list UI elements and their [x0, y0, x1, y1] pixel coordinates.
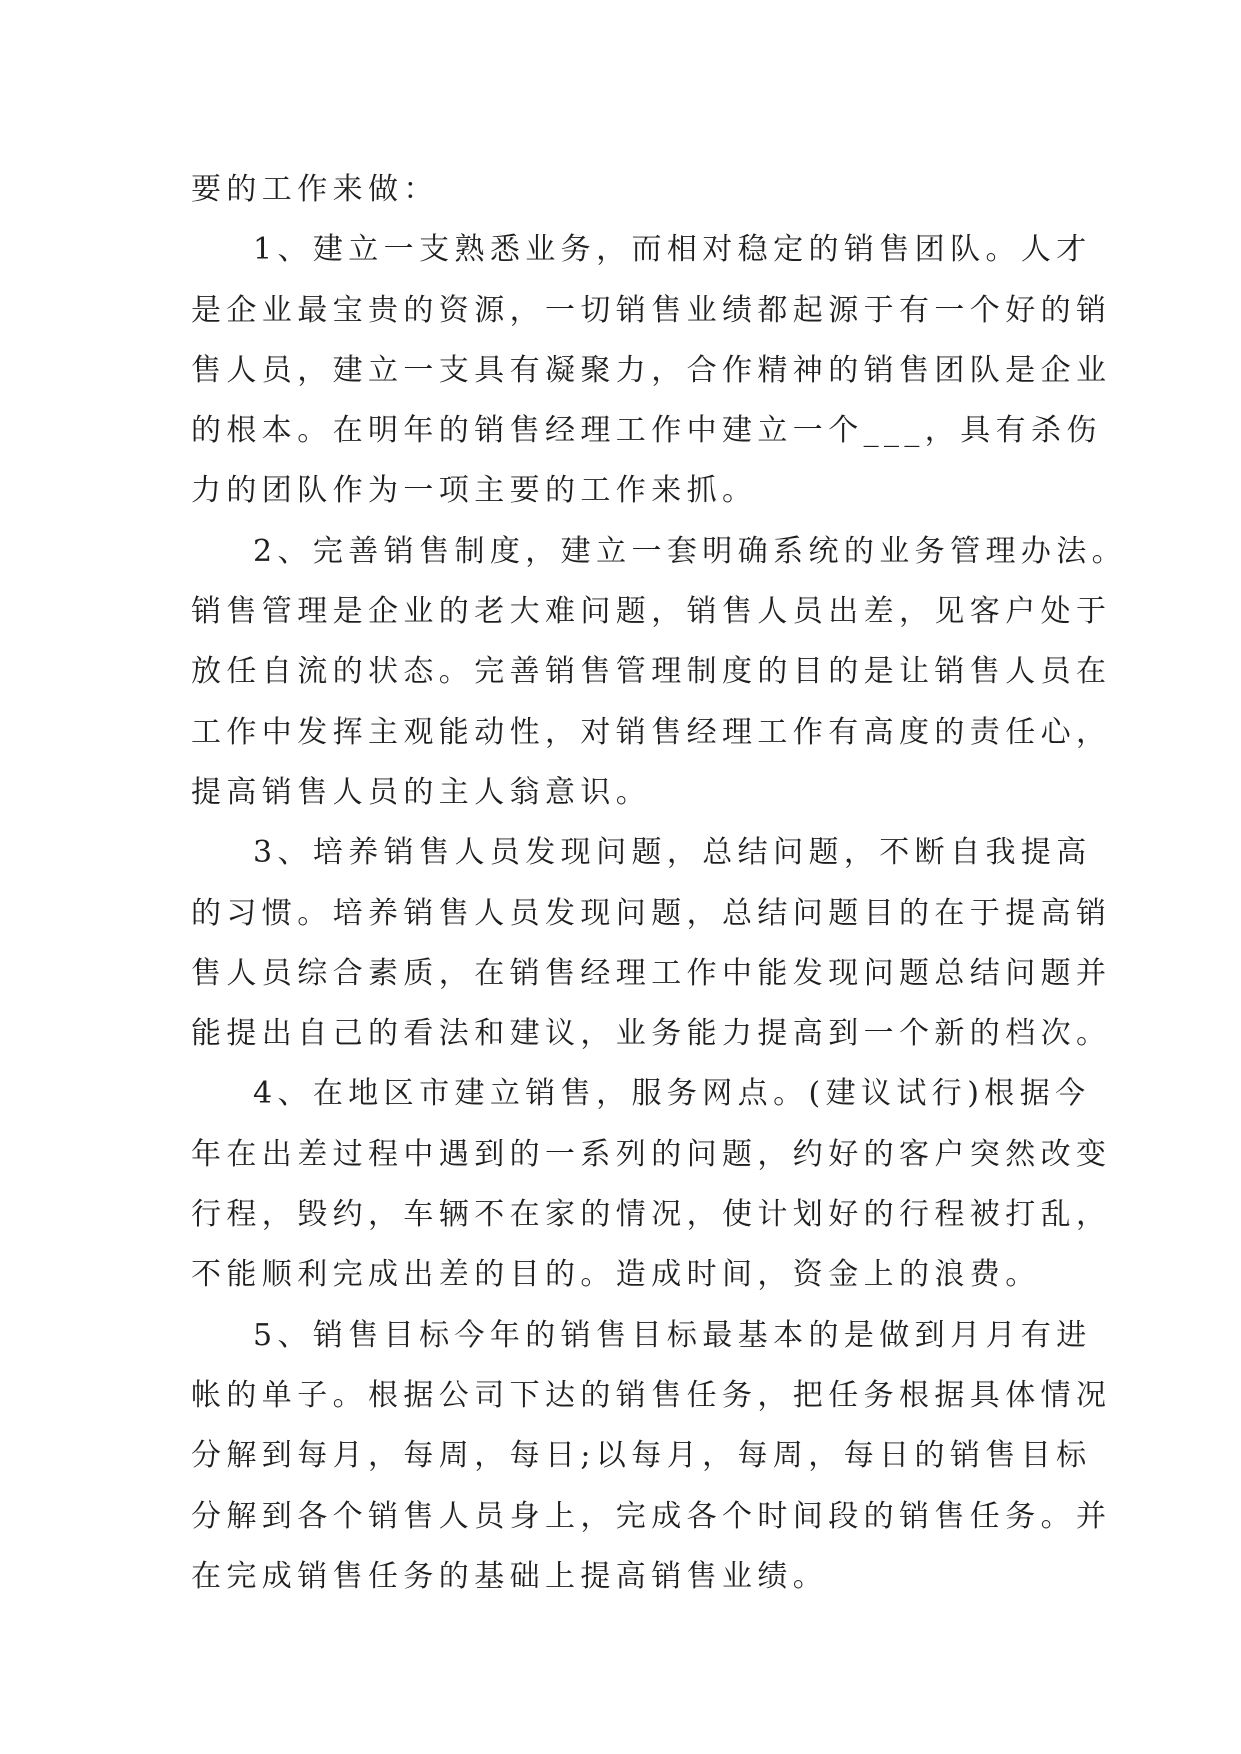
- paragraph-2-line: 2、完善销售制度，建立一套明确系统的业务管理办法。: [253, 533, 1128, 569]
- paragraph-2-line: 放任自流的状态。完善销售管理制度的目的是让销售人员在: [191, 654, 1112, 690]
- paragraph-2-line: 提高销售人员的主人翁意识。: [191, 774, 652, 810]
- paragraph-3-line: 的习惯。培养销售人员发现问题，总结问题目的在于提高销: [191, 895, 1112, 931]
- paragraph-4-line: 年在出差过程中遇到的一系列的问题，约好的客户突然改变: [191, 1136, 1112, 1172]
- paragraph-5-line: 帐的单子。根据公司下达的销售任务，把任务根据具体情况: [191, 1377, 1112, 1413]
- paragraph-4-line: 行程，毁约，车辆不在家的情况，使计划好的行程被打乱，: [191, 1197, 1112, 1233]
- paragraph-3-line: 3、培养销售人员发现问题，总结问题，不断自我提高: [253, 835, 1092, 871]
- paragraph-2-line: 销售管理是企业的老大难问题，销售人员出差，见客户处于: [191, 594, 1112, 630]
- paragraph-5-line: 5、销售目标今年的销售目标最基本的是做到月月有进: [253, 1317, 1092, 1353]
- paragraph-2-line: 工作中发挥主观能动性，对销售经理工作有高度的责任心，: [191, 714, 1112, 750]
- paragraph-5-line: 在完成销售任务的基础上提高销售业绩。: [191, 1558, 829, 1594]
- paragraph-4-line: 4、在地区市建立销售，服务网点。(建议试行)根据今: [253, 1076, 1091, 1112]
- text-line: 要的工作来做：: [191, 172, 439, 207]
- paragraph-1-line: 力的团队作为一项主要的工作来抓。: [191, 473, 758, 509]
- paragraph-1-line: 是企业最宝贵的资源，一切销售业绩都起源于有一个好的销: [191, 292, 1112, 328]
- paragraph-3-line: 售人员综合素质，在销售经理工作中能发现问题总结问题并: [191, 955, 1112, 991]
- paragraph-3-line: 能提出自己的看法和建议，业务能力提高到一个新的档次。: [191, 1016, 1112, 1052]
- paragraph-5-line: 分解到各个销售人员身上，完成各个时间段的销售任务。并: [191, 1498, 1112, 1534]
- paragraph-1-line: 的根本。在明年的销售经理工作中建立一个___，具有杀伤: [191, 413, 1102, 449]
- paragraph-1-line: 售人员，建立一支具有凝聚力，合作精神的销售团队是企业: [191, 352, 1112, 388]
- document-body: [191, 160, 1128, 1607]
- paragraph-1-line: 1、建立一支熟悉业务，而相对稳定的销售团队。人才: [253, 232, 1092, 268]
- paragraph-5-line: 分解到每月，每周，每日;以每月，每周，每日的销售目标: [191, 1438, 1092, 1474]
- paragraph-4-line: 不能顺利完成出差的目的。造成时间，资金上的浪费。: [191, 1257, 1041, 1293]
